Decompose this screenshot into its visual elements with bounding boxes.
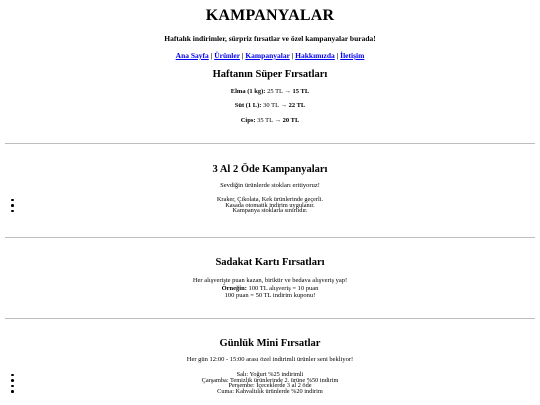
nav-separator: | [336,51,339,60]
deal-new-price: 15 TL [292,88,310,95]
deal-arrow: → [280,102,287,109]
deal-arrow: → [284,88,291,95]
list-item: Salı: Yoğurt %25 indirimli [0,372,540,378]
nav-link-home[interactable]: Ana Sayfa [175,51,209,60]
deal-new-price: 22 TL [288,102,306,109]
deal-item [0,88,540,95]
list-item: Çarşamba: Temizlik ürünlerinde 2. ürüne %50 indirim [0,378,540,384]
nav-link-campaigns[interactable]: Kampanyalar [245,51,290,60]
three-for-two-list [0,197,540,214]
loyalty-example [0,285,540,292]
section-divider [5,237,535,238]
super-deals-heading: Haftanın Süper Fırsatları [212,69,328,80]
deal-item [0,102,540,109]
nav-link-about[interactable]: Hakkımızda [295,51,335,60]
bullet-icon [11,199,14,202]
nav-link-products[interactable]: Ürünler [214,51,240,60]
deal-old-price: 30 TL [263,102,279,109]
list-item: Kasada otomatik indirim uygulanır. [0,203,540,209]
deal-label: Cips: [240,117,256,124]
daily-deals-heading: Günlük Mini Fırsatlar [219,338,321,349]
deal-old-price: 35 TL [257,117,273,124]
nav-separator: | [210,51,213,60]
nav-separator: | [291,51,294,60]
bullet-icon [11,204,14,207]
daily-deals-intro: Her gün 12:00 - 15:00 arası özel indirimli ürünler seni bekliyor! [186,356,354,363]
bullet-icon [11,385,14,388]
bullet-icon [11,210,14,213]
main-nav [0,51,540,60]
bullet-icon [11,374,14,377]
bullet-icon [11,390,14,393]
deal-label: Süt (1 L): [234,102,262,109]
loyalty-example-text: 100 TL alışveriş = 10 puan [248,284,319,292]
three-for-two-heading: 3 Al 2 Öde Kampanyaları [212,164,328,175]
bullet-icon [11,379,14,382]
deal-arrow: → [274,117,281,124]
list-item: Cuma: Kahvaltılık ürünlerde %20 indirim [0,389,540,395]
deal-new-price: 20 TL [282,117,300,124]
section-divider [5,318,535,319]
loyalty-example-line2: 100 puan = 50 TL indirim kuponu! [224,291,316,299]
page-tagline: Haftalık indirimler, sürpriz fırsatlar ve özel kampanyalar burada! [164,34,376,43]
page-title: KAMPANYALAR [205,7,335,24]
deal-item [0,117,540,124]
loyalty-example-label: Örneğin: [221,284,247,292]
deal-old-price: 25 TL [267,88,283,95]
list-item: Kraker, Çikolata, Kek ürünlerinde geçerli. [0,197,540,203]
deal-label: Elma (1 kg): [230,88,266,95]
nav-separator: | [241,51,244,60]
nav-link-contact[interactable]: İletişim [340,51,365,60]
list-item: Kampanya stoklarla sınırlıdır. [0,208,540,214]
list-item: Perşembe: İçeceklerde 3 al 2 öde [0,383,540,389]
loyalty-heading: Sadakat Kartı Fırsatları [215,257,325,268]
daily-deals-list [0,372,540,394]
section-divider [5,143,535,144]
loyalty-intro: Her alışverişte puan kazan, biriktir ve bedava alışveriş yap! [192,277,348,284]
three-for-two-intro: Sevdiğin ürünlerde stokları eritiyoruz! [220,182,320,189]
